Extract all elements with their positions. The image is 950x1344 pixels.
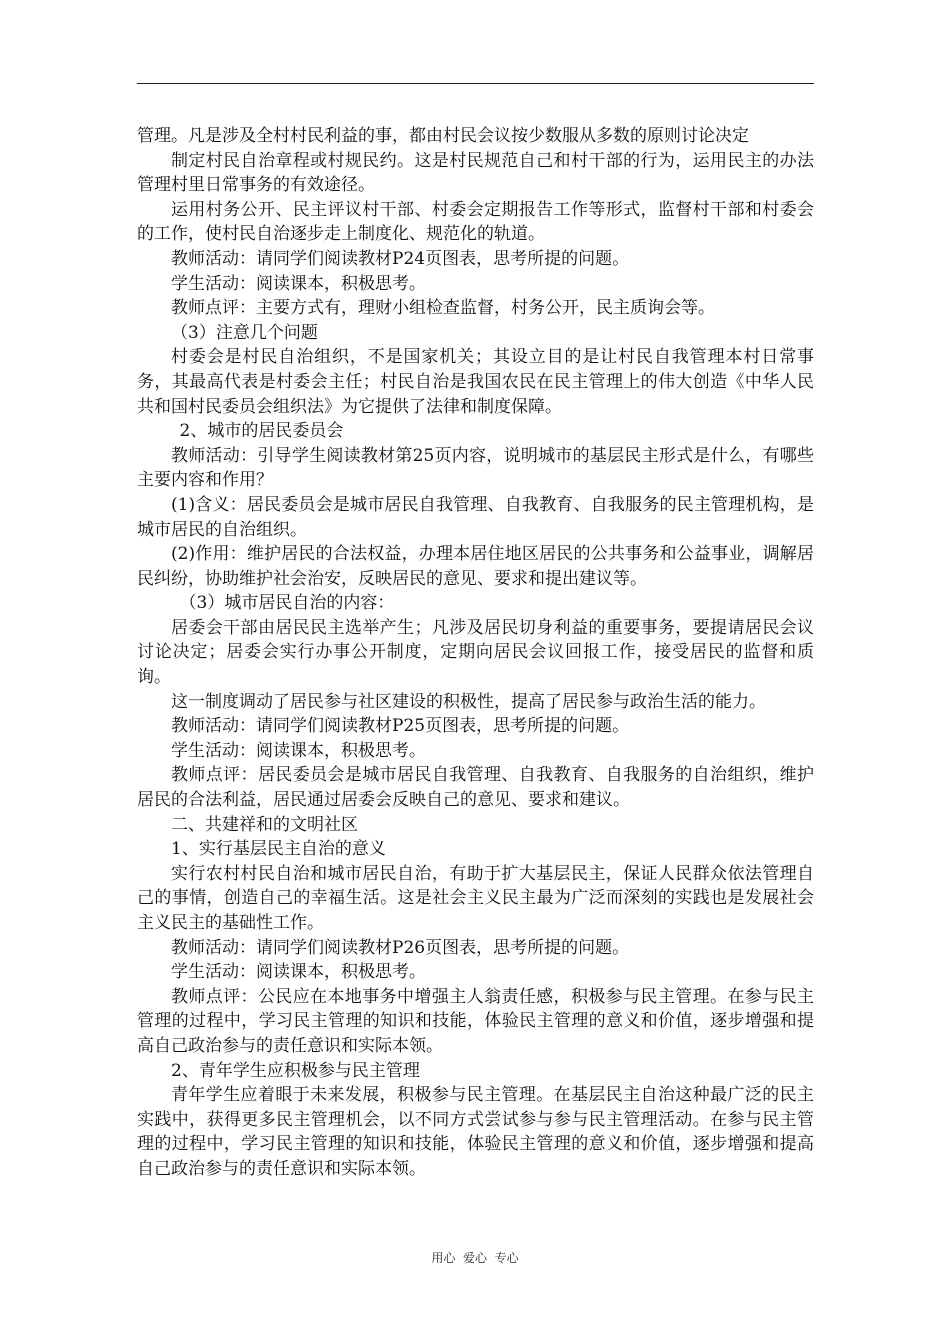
- paragraph: 教师点评：主要方式有，理财小组检查监督，村务公开，民主质询会等。: [171, 298, 715, 319]
- header-rule: [137, 83, 814, 84]
- paragraph: 教师活动：请同学们阅读教材P25页图表，思考所提的问题。: [171, 716, 630, 737]
- paragraph: 居委会干部由居民民主选举产生；凡涉及居民切身利益的重要事务，要提请居民会议讨论决定；居委会实行办事公开制度，定期向居民会议回报工作，接受居民的监督和质询。: [137, 617, 814, 688]
- paragraph: (2)作用：维护居民的合法权益，办理本居住地区居民的公共事务和公益事业，调解居民纠纷，协助维护社会治安，反映居民的意见、要求和提出建议等。: [137, 544, 814, 589]
- paragraph: 制定村民自治章程或村规民约。这是村民规范自己和村干部的行为，运用民主的办法管理村里日常事务的有效途径。: [137, 150, 814, 196]
- section-heading: 2、青年学生应积极参与民主管理: [171, 1060, 420, 1081]
- section-heading: 二、共建祥和的文明社区: [171, 814, 358, 835]
- paragraph: 村委会是村民自治组织，不是国家机关；其设立目的是让村民自我管理本村日常事务，其最高代表是村委会主任；村民自治是我国农民在民主管理上的伟大创造《中华人民共和国村民委员会组织法》为它提供了法律和制度保障。: [137, 347, 814, 417]
- paragraph: (1)含义：居民委员会是城市居民自我管理、自我教育、自我服务的民主管理机构，是城市居民的自治组织。: [137, 494, 814, 540]
- paragraph: 这一制度调动了居民参与社区建设的积极性，提高了居民参与政治生活的能力。: [171, 691, 766, 712]
- paragraph: 学生活动：阅读课本，积极思考。: [171, 740, 426, 761]
- paragraph: 教师点评：公民应在本地事务中增强主人翁责任感，积极参与民主管理。在参与民主管理的过程中，学习民主管理的知识和技能，体验民主管理的意义和价值，逐步增强和提高自己政治参与的责任意识和实际本领。: [137, 986, 814, 1056]
- paragraph: 青年学生应着眼于未来发展，积极参与民主管理。在基层民主自治这种最广泛的民主实践中，获得更多民主管理机会，以不同方式尝试参与参与民主管理活动。在参与民主管理的过程中，学习民主管理的知识和技能，体验民主管理的意义和价值，逐步增强和提高自己政治参与的责任意识和实际本领。: [137, 1085, 814, 1179]
- paragraph: 实行农村村民自治和城市居民自治，有助于扩大基层民主，保证人民群众依法管理自己的事情，创造自己的幸福生活。这是社会主义民主最为广泛而深刻的实践也是发展社会主义民主的基础性工作。: [137, 863, 814, 933]
- paragraph: 学生活动：阅读课本，积极思考。: [171, 962, 426, 983]
- paragraph: 教师活动：请同学们阅读教材P24页图表，思考所提的问题。: [171, 248, 630, 269]
- paragraph: 教师活动：请同学们阅读教材P26页图表，思考所提的问题。: [171, 937, 630, 958]
- paragraph: 教师活动：引导学生阅读教材第25页内容，说明城市的基层民主形式是什么，有哪些主要内容和作用？: [137, 445, 814, 491]
- section-heading: （3）城市居民自治的内容：: [179, 593, 395, 614]
- section-heading: （3）注意几个问题: [171, 322, 318, 343]
- paragraph: 管理。凡是涉及全村村民利益的事，都由村民会议按少数服从多数的原则讨论决定: [137, 126, 749, 146]
- paragraph: 运用村务公开、民主评议村干部、村委会定期报告工作等形式，监督村干部和村委会的工作，使村民自治逐步走上制度化、规范化的轨道。: [137, 199, 814, 245]
- section-heading: 2、城市的居民委员会: [179, 421, 344, 442]
- paragraph: 教师点评：居民委员会是城市居民自我管理、自我教育、自我服务的自治组织，维护居民的合法利益，居民通过居委会反映自己的意见、要求和建议。: [137, 765, 814, 811]
- section-heading: 1、实行基层民主自治的意义: [171, 839, 386, 860]
- document-body: [137, 124, 814, 1182]
- page-footer: 用心 爱心 专心: [431, 1251, 519, 1265]
- paragraph: 学生活动：阅读课本，积极思考。: [171, 273, 426, 294]
